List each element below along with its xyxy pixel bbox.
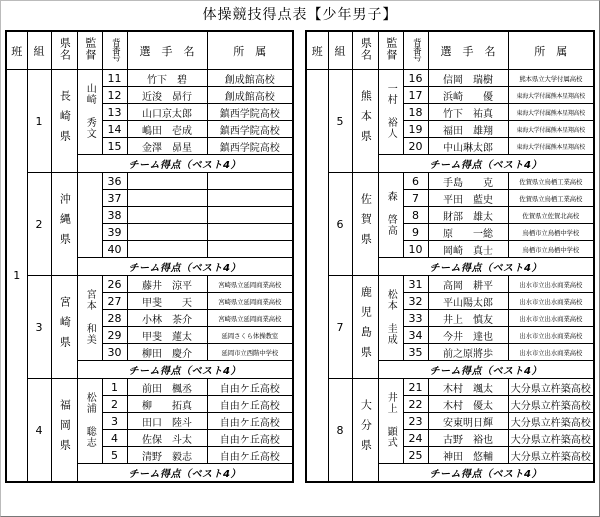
athlete-school [207,224,293,241]
athlete-row [306,276,594,293]
header-han: 班 [306,31,328,70]
athlete-school: 大分県立杵築高校 [508,379,594,396]
athlete-name: 清野 毅志 [127,447,207,464]
athlete-row [306,173,594,190]
athlete-name: 木村 颯太 [428,379,508,396]
bib-number: 2 [102,396,127,413]
athlete-name: 岡崎 真士 [428,241,508,258]
bib-number: 36 [102,173,127,190]
athlete-name: 山口京太郎 [127,104,207,121]
vertical-text: 熊本県 [359,89,373,150]
athlete-name: 田口 陸斗 [127,413,207,430]
athlete-school: 自由ケ丘高校 [207,413,293,430]
prefecture-cell [352,379,378,483]
bib-number: 40 [102,241,127,258]
team-score-label: チーム得点（ベスト4） [77,361,293,379]
athlete-school: 大分県立杵築高校 [508,430,594,447]
group-number: 7 [328,276,352,379]
header-ken [51,31,77,70]
athlete-school: 宮崎県立延岡商業高校 [207,276,293,293]
athlete-name: 福田 雄翔 [428,121,508,138]
header-shozoku: 所 属 [207,31,293,70]
team-score-label: チーム得点（ベスト4） [378,464,594,483]
prefecture-cell [352,173,378,276]
athlete-name [127,190,207,207]
bib-number: 25 [403,447,428,464]
header-senshu: 選 手 名 [428,31,508,70]
bib-number: 16 [403,70,428,87]
athlete-school: 宮崎県立延岡商業高校 [207,293,293,310]
bib-number: 18 [403,104,428,121]
coach-cell [378,173,403,258]
athlete-row [306,379,594,396]
header-row [306,31,594,70]
group-number: 5 [328,70,352,173]
bib-number: 7 [403,190,428,207]
prefecture-cell [51,379,77,483]
vertical-text: 大分県 [359,398,373,459]
athlete-school: 延岡さくら体操教室 [207,327,293,344]
header-senshu: 選 手 名 [127,31,207,70]
bib-number: 33 [403,310,428,327]
group-number: 1 [27,70,51,173]
athlete-name [127,241,207,258]
athlete-school: 出水市立出水商業高校 [508,293,594,310]
prefecture-cell [51,70,77,173]
athlete-school: 鳥栖市立鳥栖中学校 [508,224,594,241]
header-ken [352,31,378,70]
header-han: 班 [6,31,27,70]
athlete-name: 佐保 斗太 [127,430,207,447]
score-table-right [305,30,595,483]
athlete-row [6,276,293,293]
vertical-text: 山崎 秀文 [84,82,96,139]
bib-number: 28 [102,310,127,327]
vertical-text: 松本 圭成 [385,288,397,345]
athlete-name: 安東明日輝 [428,413,508,430]
team-score-label: チーム得点（ベスト4） [77,258,293,276]
athlete-school: 佐賀県立鳥栖工業高校 [508,190,594,207]
vertical-text: 県名 [359,37,373,61]
group-number: 8 [328,379,352,483]
team-score-label: チーム得点（ベスト4） [378,361,594,379]
athlete-name: 甲斐 天 [127,293,207,310]
athlete-name: 井上 慎友 [428,310,508,327]
bib-number: 23 [403,413,428,430]
vertical-text: 背番号 [411,37,422,61]
bib-number: 4 [102,430,127,447]
athlete-school: 出水市立出水商業高校 [508,310,594,327]
header-kumi: 組 [328,31,352,70]
group-number: 4 [27,379,51,483]
vertical-text: 鹿児島県 [359,285,373,366]
bib-number: 32 [403,293,428,310]
bib-number: 31 [403,276,428,293]
athlete-name: 前田 楓丞 [127,379,207,396]
athlete-school: 佐賀県立佐賀北高校 [508,207,594,224]
athlete-name: 竹下 祐真 [428,104,508,121]
vertical-text: 背番号 [110,37,121,61]
team-score-label: チーム得点（ベスト4） [77,155,293,173]
athlete-name: 今井 達也 [428,327,508,344]
bib-number: 9 [403,224,428,241]
athlete-name: 金澤 昴星 [127,138,207,155]
vertical-text: 佐賀県 [359,192,373,253]
athlete-name: 柳田 慶介 [127,344,207,361]
vertical-text: 井上 顕式 [385,391,397,448]
vertical-text: 沖縄県 [58,192,72,253]
athlete-name: 甲斐 蓮太 [127,327,207,344]
athlete-name: 高岡 耕平 [428,276,508,293]
athlete-name: 近浚 昴行 [127,87,207,104]
header-kantoku [378,31,403,70]
athlete-name: 財部 雄太 [428,207,508,224]
bib-number: 5 [102,447,127,464]
vertical-text: 長崎県 [58,89,72,150]
page-title: 体操競技得点表【少年男子】 [202,7,398,23]
athlete-name: 嶋田 壱成 [127,121,207,138]
vertical-text: 松浦 聡志 [84,391,96,448]
athlete-row [306,70,594,87]
athlete-school: 大分県立杵築高校 [508,396,594,413]
athlete-school: 東海大学付属熊本星翔高校 [508,138,594,155]
vertical-text: 県名 [58,37,72,61]
bib-number: 12 [102,87,127,104]
athlete-school: 東海大学付属熊本星翔高校 [508,121,594,138]
athlete-name: 信岡 瑞樹 [428,70,508,87]
bib-number: 21 [403,379,428,396]
athlete-school: 鎮西学院高校 [207,104,293,121]
bib-number: 22 [403,396,428,413]
athlete-name: 竹下 碧 [127,70,207,87]
bib-number: 35 [403,344,428,361]
athlete-school [207,173,293,190]
team-score-label: チーム得点（ベスト4） [77,464,293,483]
bib-number: 13 [102,104,127,121]
header-kantoku [77,31,102,70]
coach-cell [77,70,102,155]
athlete-school: 東海大学付属熊本星翔高校 [508,87,594,104]
coach-cell [77,379,102,464]
bib-number: 17 [403,87,428,104]
bib-number: 29 [102,327,127,344]
bib-number: 38 [102,207,127,224]
athlete-name [127,207,207,224]
athlete-name: 平山陽太郎 [428,293,508,310]
bib-number: 19 [403,121,428,138]
athlete-row [6,173,293,190]
athlete-school: 大分県立杵築高校 [508,413,594,430]
athlete-name: 藤井 涼平 [127,276,207,293]
athlete-name: 小林 茶介 [127,310,207,327]
bib-number: 6 [403,173,428,190]
bib-number: 14 [102,121,127,138]
athlete-row [6,70,293,87]
vertical-text: 宮崎県 [58,295,72,356]
bib-number: 34 [403,327,428,344]
athlete-school: 大分県立杵築高校 [508,447,594,464]
athlete-school: 鎮西学院高校 [207,121,293,138]
prefecture-cell [352,70,378,173]
athlete-school: 熊本県立大学付属高校 [508,70,594,87]
athlete-name: 古野 裕也 [428,430,508,447]
athlete-school: 創成館高校 [207,70,293,87]
vertical-text: 監督 [384,37,398,61]
athlete-school: 自由ケ丘高校 [207,430,293,447]
athlete-name: 中山琳太郎 [428,138,508,155]
athlete-school: 出水市立出水商業高校 [508,276,594,293]
team-score-label: チーム得点（ベスト4） [378,258,594,276]
athlete-school: 東海大学付属熊本星翔高校 [508,104,594,121]
coach-cell [378,70,403,155]
coach-cell [378,276,403,361]
athlete-school: 鳥栖市立鳥栖中学校 [508,241,594,258]
bib-number: 15 [102,138,127,155]
athlete-name: 神田 悠輔 [428,447,508,464]
athlete-school [207,241,293,258]
header-kumi: 組 [27,31,51,70]
vertical-text: 監督 [83,37,97,61]
athlete-name: 手島 克 [428,173,508,190]
bib-number: 24 [403,430,428,447]
header-sebango [102,31,127,70]
athlete-school: 自由ケ丘高校 [207,447,293,464]
athlete-school: 延岡市立西階中学校 [207,344,293,361]
prefecture-cell [51,173,77,276]
group-number: 2 [27,173,51,276]
han-cell: 1 [6,70,27,483]
score-table-left [5,30,294,483]
athlete-name: 柳 拓真 [127,396,207,413]
athlete-school: 自由ケ丘高校 [207,379,293,396]
athlete-school: 出水市立出水商業高校 [508,344,594,361]
group-number: 6 [328,173,352,276]
vertical-text: 宮本 和美 [84,288,96,345]
bib-number: 20 [403,138,428,155]
athlete-school: 宮崎県立延岡商業高校 [207,310,293,327]
athlete-school [207,190,293,207]
bib-number: 30 [102,344,127,361]
athlete-school: 鎮西学院高校 [207,138,293,155]
athlete-school: 佐賀県立鳥栖工業高校 [508,173,594,190]
bib-number: 11 [102,70,127,87]
athlete-name: 前之原將歩 [428,344,508,361]
vertical-text: 森 啓高 [385,191,397,236]
bib-number: 8 [403,207,428,224]
header-row [6,31,293,70]
bib-number: 39 [102,224,127,241]
athlete-name: 平田 藍史 [428,190,508,207]
bib-number: 26 [102,276,127,293]
vertical-text: 福岡県 [58,398,72,459]
header-shozoku: 所 属 [508,31,594,70]
team-score-label: チーム得点（ベスト4） [378,155,594,173]
athlete-name: 浜崎 優 [428,87,508,104]
prefecture-cell [51,276,77,379]
athlete-school [207,207,293,224]
bib-number: 37 [102,190,127,207]
athlete-name: 原 一総 [428,224,508,241]
prefecture-cell [352,276,378,379]
athlete-name [127,224,207,241]
coach-cell [378,379,403,464]
coach-cell [77,173,102,258]
han-cell [306,70,328,483]
athlete-name: 木村 優太 [428,396,508,413]
athlete-row [6,379,293,396]
bib-number: 27 [102,293,127,310]
group-number: 3 [27,276,51,379]
athlete-name [127,173,207,190]
athlete-school: 自由ケ丘高校 [207,396,293,413]
vertical-text: 一村 裕人 [385,82,397,139]
coach-cell [77,276,102,361]
bib-number: 3 [102,413,127,430]
bib-number: 10 [403,241,428,258]
header-sebango [403,31,428,70]
athlete-school: 創成館高校 [207,87,293,104]
bib-number: 1 [102,379,127,396]
athlete-school: 出水市立出水商業高校 [508,327,594,344]
